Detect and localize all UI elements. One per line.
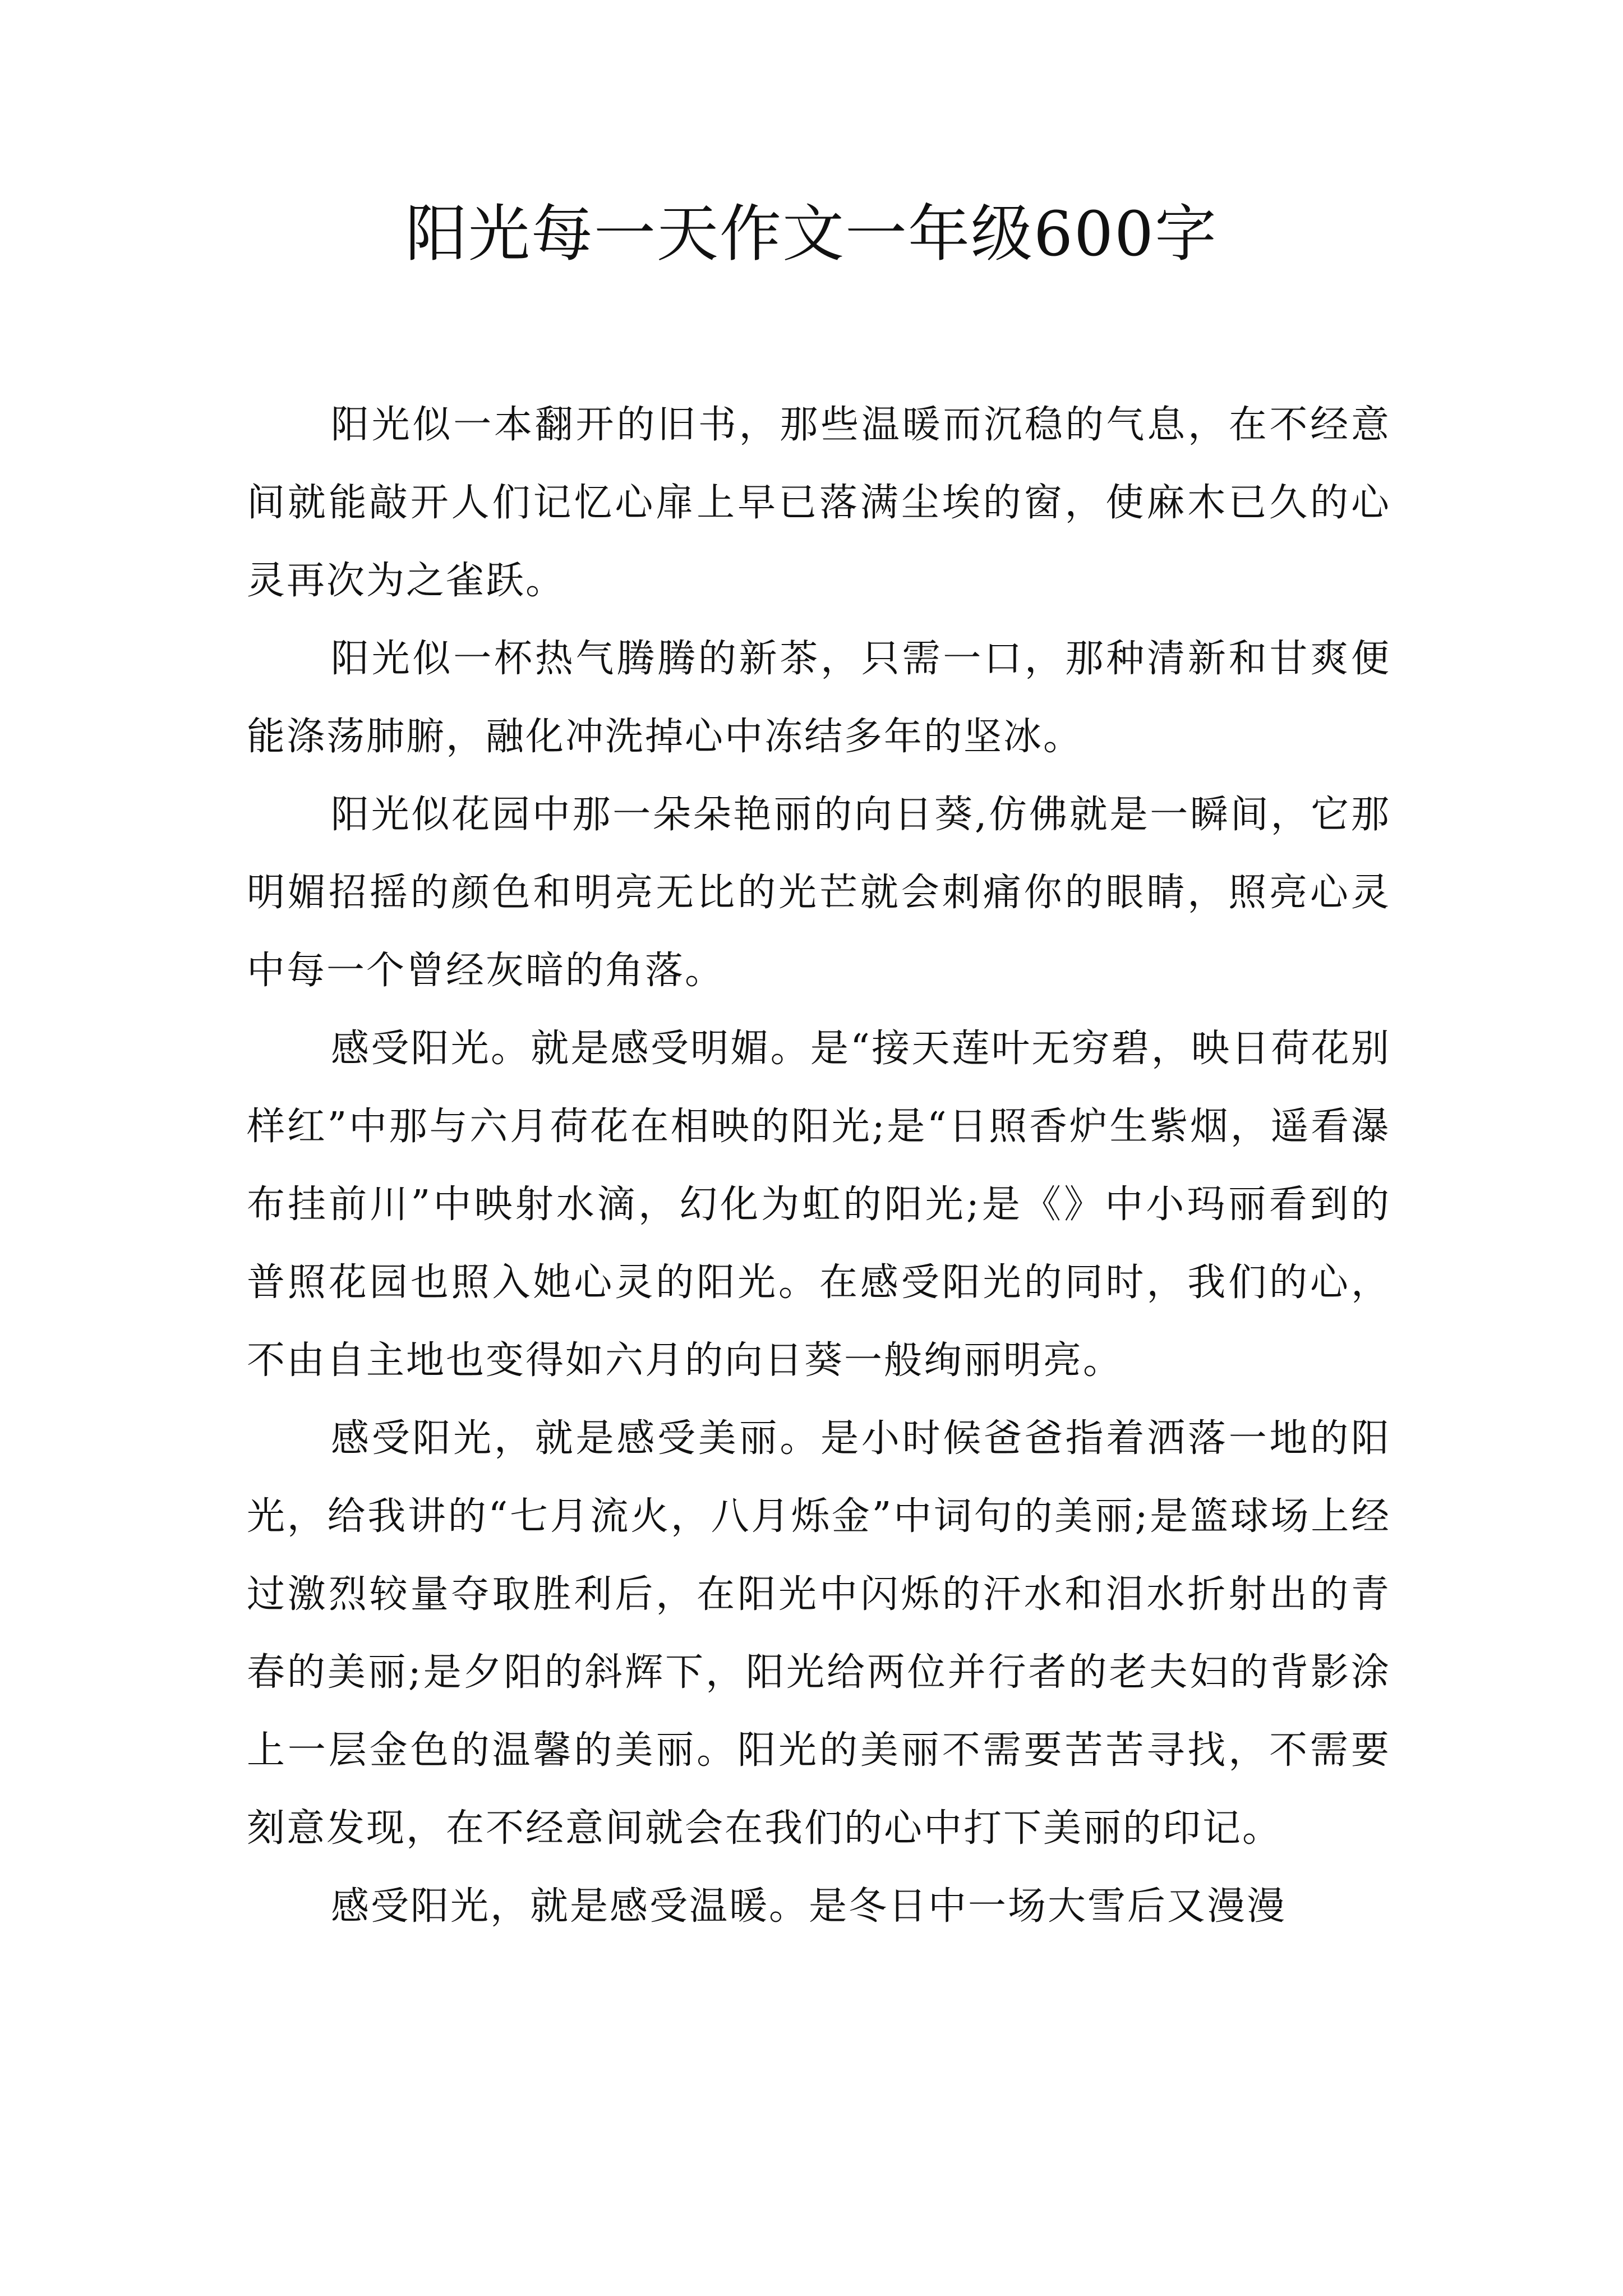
paragraph: 阳光似一本翻开的旧书，那些温暖而沉稳的气息，在不经意间就能敲开人们记忆心扉上早已落满尘埃的窗，使麻木已久的心灵再次为之雀跃。 <box>247 403 1391 603</box>
document-body <box>247 386 1391 1945</box>
paragraph: 感受阳光，就是感受温暖。是冬日中一场大雪后又漫漫 <box>331 1884 1287 1929</box>
paragraph: 感受阳光，就是感受美丽。是小时候爸爸指着洒落一地的阳光，给我讲的“七月流火，八月烁金”中词句的美丽;是篮球场上经过激烈较量夺取胜利后，在阳光中闪烁的汗水和泪水折射出的青春的美丽;是夕阳的斜辉下，阳光给两位并行者的老夫妇的背影涂上一层金色的温馨的美丽。阳光的美丽不需要苦苦寻找，不需要刻意发现，在不经意间就会在我们的心中打下美丽的印记。 <box>247 1416 1391 1851</box>
paragraph: 阳光似一杯热气腾腾的新茶，只需一口，那种清新和甘爽便能涤荡肺腑，融化冲洗掉心中冻结多年的坚冰。 <box>247 637 1391 759</box>
paragraph: 感受阳光。就是感受明媚。是“接天莲叶无穷碧，映日荷花别样红”中那与六月荷花在相映的阳光;是“日照香炉生紫烟，遥看瀑布挂前川”中映射水滴，幻化为虹的阳光;是《》中小玛丽看到的普照花园也照入她心灵的阳光。在感受阳光的同时，我们的心，不由自主地也变得如六月的向日葵一般绚丽明亮。 <box>247 1027 1391 1383</box>
paragraph: 阳光似花园中那一朵朵艳丽的向日葵,仿佛就是一瞬间，它那明媚招摇的颜色和明亮无比的光芒就会刺痛你的眼睛，照亮心灵中每一个曾经灰暗的角落。 <box>247 793 1391 993</box>
document-title: 阳光每一天作文一年级600字 <box>405 198 1218 270</box>
